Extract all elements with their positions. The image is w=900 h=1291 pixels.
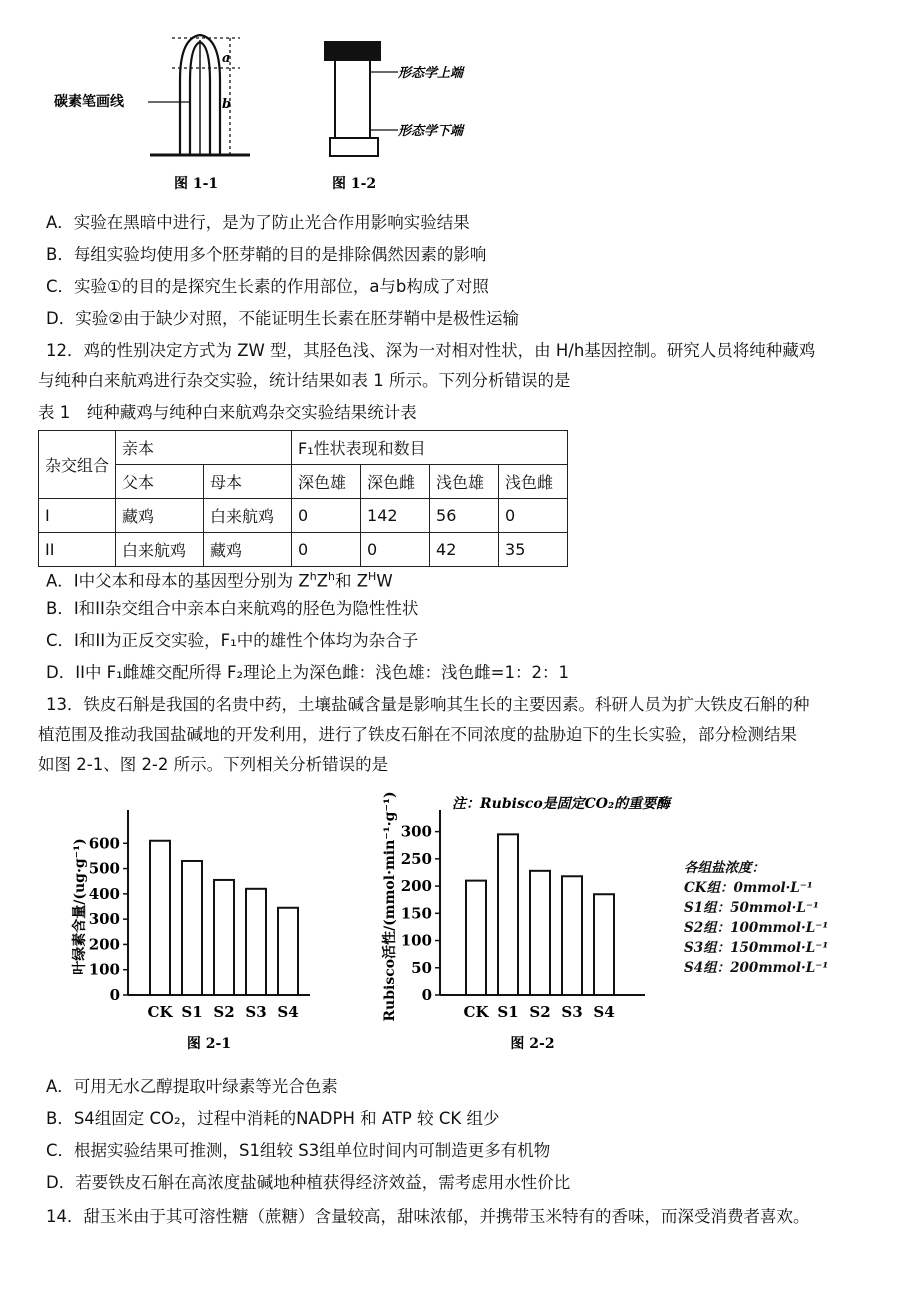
header-f1: F₁性状表现和数目 <box>292 431 568 465</box>
cell: 142 <box>361 499 430 533</box>
y-tick-label: 300 <box>88 910 120 929</box>
y-tick-label: 0 <box>109 986 120 1004</box>
y-tick-label: 300 <box>400 822 432 841</box>
cell: 0 <box>499 499 568 533</box>
q13-option-d: D．若要铁皮石斛在高浓度盐碱地种植获得经济效益，需考虑用水性价比 <box>46 1173 571 1192</box>
bar-s1 <box>182 861 202 995</box>
cell: 白来航鸡 <box>204 499 292 533</box>
figure-1 <box>40 20 520 200</box>
cross-result-table <box>38 430 568 567</box>
x-tick-label: S2 <box>213 1003 235 1021</box>
header-light-male: 浅色雄 <box>430 465 499 499</box>
cell: 0 <box>361 533 430 567</box>
y-tick-label: 400 <box>88 884 120 903</box>
y-tick-label: 50 <box>411 958 432 977</box>
x-tick-label: CK <box>147 1003 173 1021</box>
segment-a-label: a <box>222 51 231 66</box>
cell: 56 <box>430 499 499 533</box>
bar-s2 <box>214 880 234 995</box>
y-tick-label: 200 <box>88 935 120 954</box>
bar-s4 <box>594 894 614 995</box>
legend-item: S3组：150mmol·L⁻¹ <box>684 940 829 956</box>
chart-caption: 图 2-1 <box>186 1036 232 1052</box>
bar-s3 <box>246 889 266 995</box>
cell: 0 <box>292 533 361 567</box>
y-tick-label: 500 <box>88 859 120 878</box>
legend-item: S1组：50mmol·L⁻¹ <box>684 900 819 916</box>
legend-item: S4组：200mmol·L⁻¹ <box>684 960 829 976</box>
header-father: 父本 <box>116 465 204 499</box>
q13-option-c: C．根据实验结果可推测，S1组较 S3组单位时间内可制造更多有机物 <box>46 1141 551 1160</box>
segment-b-label: b <box>222 97 232 112</box>
pencil-line-label: 碳素笔画线 <box>54 94 124 110</box>
header-dark-female: 深色雌 <box>361 465 430 499</box>
header-mother: 母本 <box>204 465 292 499</box>
cell: 0 <box>292 499 361 533</box>
q12-option-d: D．II中 F₁雌雄交配所得 F₂理论上为深色雌：浅色雄：浅色雌=1：2：1 <box>46 663 569 682</box>
morphological-bottom-label: 形态学下端 <box>398 124 464 139</box>
x-tick-label: CK <box>463 1003 489 1021</box>
cell: I <box>39 499 116 533</box>
y-axis-label: 叶绿素含量/(ug·g⁻¹) <box>72 838 88 975</box>
q12-stem-line2: 与纯种白来航鸡进行杂交实验，统计结果如表 1 所示。下列分析错误的是 <box>38 371 571 390</box>
cell: 白来航鸡 <box>116 533 204 567</box>
y-tick-label: 0 <box>421 986 432 1004</box>
x-tick-label: S1 <box>497 1003 519 1021</box>
header-light-female: 浅色雌 <box>499 465 568 499</box>
cell: 藏鸡 <box>204 533 292 567</box>
q11-option-b: B．每组实验均使用多个胚芽鞘的目的是排除偶然因素的影响 <box>46 245 487 264</box>
q13-option-b: B．S4组固定 CO₂，过程中消耗的NADPH 和 ATP 较 CK 组少 <box>46 1109 500 1128</box>
bar-s3 <box>562 876 582 995</box>
figure-1-1-caption: 图 1-1 <box>174 176 219 192</box>
table-title: 表 1 纯种藏鸡与纯种白来航鸡杂交实验结果统计表 <box>38 403 417 422</box>
q12-option-c: C．I和II为正反交实验，F₁中的雄性个体均为杂合子 <box>46 631 419 650</box>
chart-caption: 图 2-2 <box>510 1036 555 1052</box>
agar-block-diagram <box>325 42 398 156</box>
header-cross: 杂交组合 <box>39 431 116 499</box>
q12-option-b: B．I和II杂交组合中亲本白来航鸡的胫色为隐性性状 <box>46 599 419 618</box>
y-tick-label: 600 <box>88 834 120 853</box>
q13-stem-line2: 植范围及推动我国盐碱地的开发利用，进行了铁皮石斛在不同浓度的盐胁迫下的生长实验，部分检测结果 <box>38 725 797 744</box>
header-dark-male: 深色雄 <box>292 465 361 499</box>
y-tick-label: 150 <box>400 904 432 923</box>
y-tick-label: 200 <box>400 877 432 896</box>
q12-option-a: A．I中父本和母本的基因型分别为 $Z^hZ^h$和 $Z^HW$ <box>46 570 393 591</box>
salt-concentration-legend <box>684 858 828 978</box>
x-tick-label: S2 <box>529 1003 551 1021</box>
y-axis-label: Rubisco活性/(mmol·min⁻¹·g⁻¹) <box>382 791 398 1022</box>
morphological-top-label: 形态学上端 <box>398 66 464 81</box>
q13-stem-line1: 13．铁皮石斛是我国的名贵中药，土壤盐碱含量是影响其生长的主要因素。科研人员为扩大铁皮石斛的种 <box>46 695 810 714</box>
bar-s2 <box>530 871 550 995</box>
y-tick-label: 100 <box>88 960 120 979</box>
x-tick-label: S3 <box>561 1003 583 1021</box>
q12-stem-line1: 12．鸡的性别决定方式为 ZW 型，其胫色浅、深为一对相对性状，由 H/h基因控制。研究人员将纯种藏鸡 <box>46 341 816 360</box>
x-tick-label: S4 <box>277 1003 299 1021</box>
bar-s4 <box>278 908 298 995</box>
table-row <box>39 533 568 567</box>
q13-stem-line3: 如图 2-1、图 2-2 所示。下列相关分析错误的是 <box>38 755 389 774</box>
legend-item: S2组：100mmol·L⁻¹ <box>684 920 829 936</box>
bar-ck <box>150 841 170 995</box>
cell: 42 <box>430 533 499 567</box>
q13-option-a: A．可用无水乙醇提取叶绿素等光合色素 <box>46 1077 338 1096</box>
coleoptile-diagram <box>148 35 250 155</box>
cell: II <box>39 533 116 567</box>
q11-option-a: A．实验在黑暗中进行，是为了防止光合作用影响实验结果 <box>46 213 470 232</box>
y-tick-label: 250 <box>400 849 432 868</box>
figure-1-2-caption: 图 1-2 <box>332 176 377 192</box>
y-tick-label: 100 <box>400 931 432 950</box>
q11-option-c: C．实验①的目的是探究生长素的作用部位，a与b构成了对照 <box>46 277 489 296</box>
bar-ck <box>466 881 486 995</box>
x-tick-label: S1 <box>181 1003 203 1021</box>
x-tick-label: S3 <box>245 1003 267 1021</box>
table-row <box>39 499 568 533</box>
legend-item: CK组：0mmol·L⁻¹ <box>684 880 813 896</box>
bar-s1 <box>498 834 518 995</box>
legend-title: 各组盐浓度： <box>684 860 765 876</box>
q14-stem: 14．甜玉米由于其可溶性糖（蔗糖）含量较高，甜味浓郁，并携带玉米特有的香味，而深受消费者喜欢。 <box>46 1207 810 1226</box>
chart-note: 注：Rubisco是固定CO₂的重要酶 <box>452 796 671 812</box>
cell: 35 <box>499 533 568 567</box>
header-parent: 亲本 <box>116 431 292 465</box>
x-tick-label: S4 <box>593 1003 615 1021</box>
q11-option-d: D．实验②由于缺少对照，不能证明生长素在胚芽鞘中是极性运输 <box>46 309 519 328</box>
cell: 藏鸡 <box>116 499 204 533</box>
